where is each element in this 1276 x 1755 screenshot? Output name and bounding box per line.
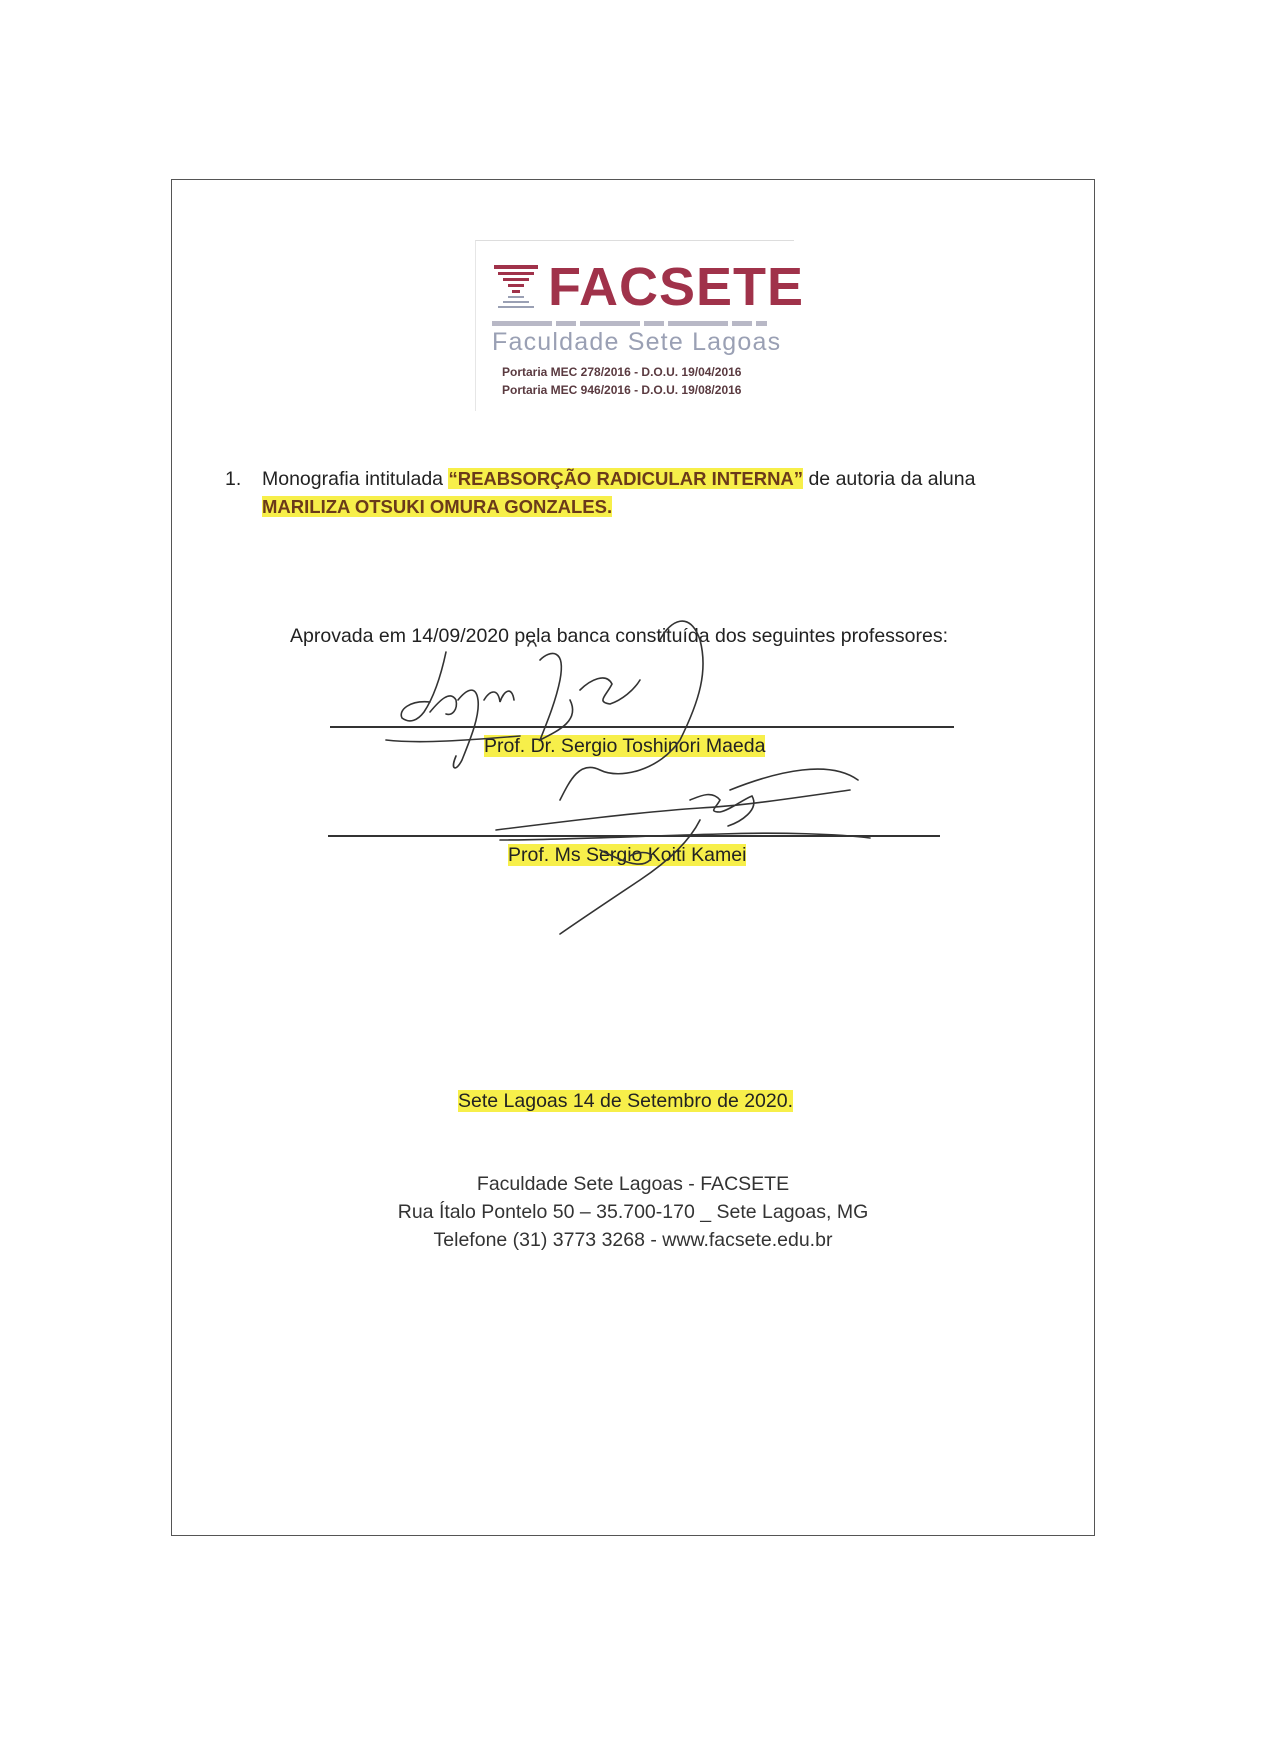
date-place: Sete Lagoas 14 de Setembro de 2020. bbox=[458, 1090, 794, 1112]
footer-institution: Faculdade Sete Lagoas - FACSETE bbox=[476, 1173, 790, 1195]
logo-wordmark: FACSETE bbox=[548, 257, 805, 317]
logo-subtitle: Faculdade Sete Lagoas bbox=[492, 328, 782, 356]
item-prefix: Monografia intitulada bbox=[262, 468, 449, 490]
facsete-logo bbox=[475, 240, 805, 411]
item-number: 1. bbox=[225, 468, 242, 490]
student-name: MARILIZA OTSUKI OMURA GONZALES. bbox=[262, 496, 613, 517]
portaria-line-2: Portaria MEC 946/2016 - D.O.U. 19/08/2016 bbox=[502, 383, 742, 397]
portaria-line-1: Portaria MEC 278/2016 - D.O.U. 19/04/2016 bbox=[502, 365, 742, 379]
footer-address: Rua Ítalo Pontelo 50 – 35.700-170 _ Sete Lagoas, MG bbox=[397, 1201, 869, 1223]
signature-line-2 bbox=[328, 835, 940, 837]
facsete-emblem-icon bbox=[494, 265, 538, 309]
item-suffix: de autoria da aluna bbox=[803, 468, 976, 490]
footer-contact: Telefone (31) 3773 3268 - www.facsete.edu.br bbox=[433, 1229, 833, 1251]
approval-statement: Aprovada em 14/09/2020 pela banca constituída dos seguintes professores: bbox=[290, 625, 949, 647]
item-line-2 bbox=[262, 495, 612, 519]
signature-line-1 bbox=[330, 726, 954, 728]
professor-name-2: Prof. Ms Sergio Koiti Kamei bbox=[508, 844, 747, 866]
logo-stripe bbox=[492, 321, 767, 326]
item-line-1 bbox=[262, 467, 975, 491]
monograph-title: “REABSORÇÃO RADICULAR INTERNA” bbox=[448, 468, 804, 489]
professor-name-1: Prof. Dr. Sergio Toshinori Maeda bbox=[484, 735, 766, 757]
